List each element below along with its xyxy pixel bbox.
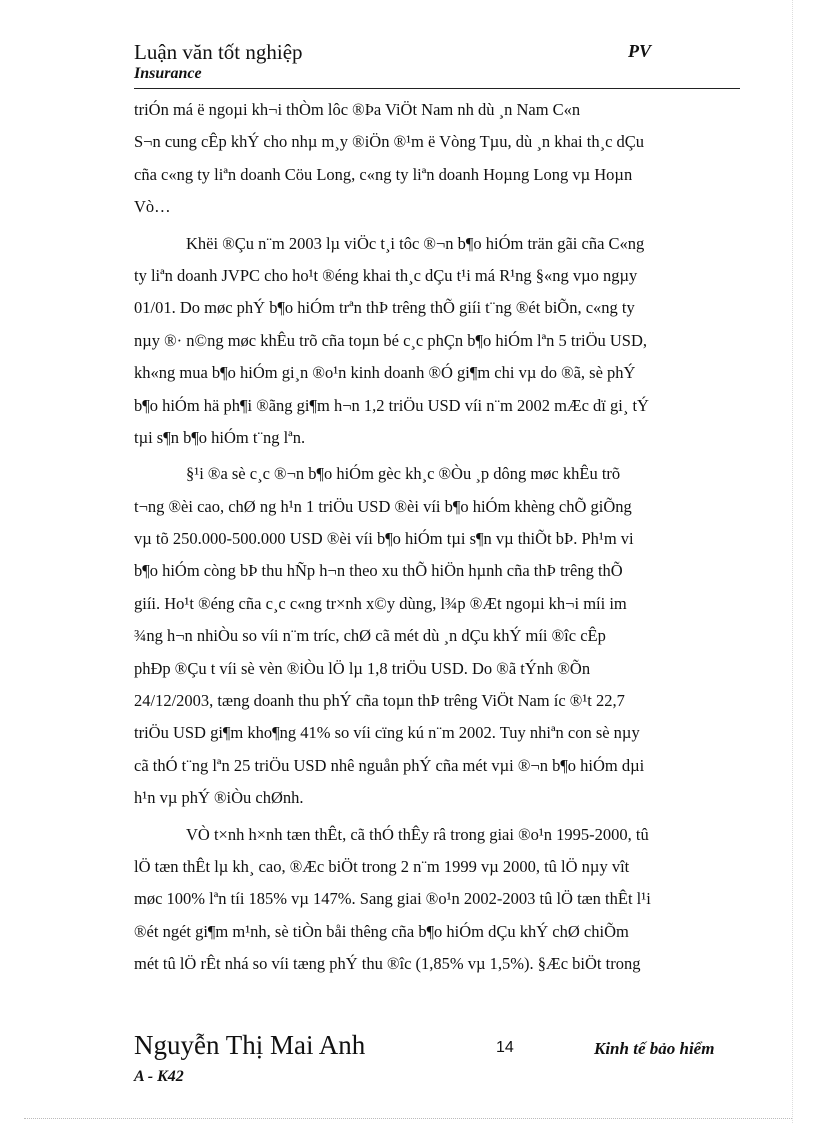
text-line: Vò… bbox=[134, 197, 171, 217]
text-line: vµ tõ 250.000-500.000 USD ®èi víi b¶o hiÓm tµi s¶n vµ thiÕt bÞ. Ph¹m vi bbox=[134, 529, 634, 549]
paragraph bbox=[134, 819, 740, 981]
text-line: ty liªn doanh JVPC cho ho¹t ®éng khai th¸c dÇu t¹i má R¹ng §«ng vµo ngµy bbox=[134, 265, 638, 285]
document-title: Luận văn tốt nghiệp bbox=[134, 40, 303, 64]
text-line: ®ét ngét gi¶m m¹nh, sè tiÒn båi thêng cña b¶o hiÓm dÇu khÝ chØ chiÕm bbox=[134, 921, 629, 941]
paragraph bbox=[134, 94, 740, 224]
body-text bbox=[134, 94, 740, 985]
text-line: nµy ®· n©ng møc khÊu trõ cña toµn bé c¸c phÇn b¶o hiÓm lªn 5 triÖu USD, bbox=[134, 330, 648, 350]
text-line: lÖ tæn thÊt lµ kh¸ cao, ®Æc biÖt trong 2 n¨m 1999 vµ 2000, tû lÖ nµy vît bbox=[134, 856, 630, 876]
text-line: 01/01. Do møc phÝ b¶o hiÓm trªn thÞ trêng thÕ giíi t¨ng ®ét biÕn, c«ng ty bbox=[134, 298, 635, 318]
paragraph bbox=[134, 228, 740, 455]
text-line: b¶o hiÓm còng bÞ thu hÑp h¬n theo xu thÕ hiÖn hµnh cña thÞ trêng thÕ bbox=[134, 561, 623, 581]
page-footer bbox=[134, 1030, 740, 1100]
page-right-edge bbox=[792, 0, 793, 1123]
text-line: triÖu USD gi¶m kho¶ng 41% so víi cïng kú n¨m 2002. Tuy nhiªn con sè nµy bbox=[134, 723, 640, 743]
author-name: Nguyễn Thị Mai Anh bbox=[134, 1030, 366, 1060]
text-line: triÓn má ë ngoµi kh¬i thÒm lôc ®Þa ViÖt Nam nh dù ¸n Nam C«n bbox=[134, 100, 581, 119]
text-line: §¹i ®a sè c¸c ®¬n b¶o hiÓm gèc kh¸c ®Òu ¸p dông møc khÊu trõ bbox=[186, 464, 621, 484]
page-header bbox=[134, 38, 740, 89]
text-line: S¬n cung cÊp khÝ cho nhµ m¸y ®iÖn ®¹m ë Vòng Tµu, dù ¸n khai th¸c dÇu bbox=[134, 132, 645, 152]
text-line: møc 100% lªn tíi 185% vµ 147%. Sang giai ®o¹n 2002-2003 tû lÖ tæn thÊt l¹i bbox=[134, 889, 651, 909]
text-line: kh«ng mua b¶o hiÓm gi¸n ®o¹n kinh doanh ®Ó gi¶m chi vµ do ®ã, sè phÝ bbox=[134, 363, 636, 383]
text-line: 24/12/2003, tæng doanh thu phÝ cña toµn thÞ trêng ViÖt Nam íc ®¹t 22,7 bbox=[134, 691, 625, 711]
header-right-label: PV bbox=[628, 41, 652, 61]
text-line: tµi s¶n b¶o hiÓm t¨ng lªn. bbox=[134, 427, 306, 447]
page-number: 14 bbox=[496, 1039, 514, 1056]
text-line: giíi. Ho¹t ®éng cña c¸c c«ng tr×nh x©y dùng, l¾p ®Æt ngoµi kh¬i míi im bbox=[134, 593, 627, 613]
text-line: phÐp ®Çu t víi sè vèn ®iÒu lÖ lµ 1,8 triÖu USD. Do ®ã tÝnh ®Õn bbox=[134, 658, 591, 678]
text-line: Khëi ®Çu n¨m 2003 lµ viÖc t¸i tôc ®¬n b¶o hiÓm trän gãi cña C«ng bbox=[186, 233, 645, 253]
text-line: b¶o hiÓm hä ph¶i ®ãng gi¶m h¬n 1,2 triÖu USD víi n¨m 2002 mÆc dï gi¸ tÝ bbox=[134, 395, 649, 415]
text-line: VÒ t×nh h×nh tæn thÊt, cã thÓ thÊy râ trong giai ®o¹n 1995-2000, tû bbox=[186, 824, 649, 844]
page-bottom-edge bbox=[24, 1118, 792, 1119]
text-line: t¬ng ®èi cao, chØ ng h¹n 1 triÖu USD ®èi víi b¶o hiÓm khèng chÕ giÕng bbox=[134, 496, 632, 516]
author-class: A - K42 bbox=[134, 1068, 184, 1085]
text-line: cña c«ng ty liªn doanh Cöu Long, c«ng ty liªn doanh Hoµng Long vµ Hoµn bbox=[134, 164, 633, 184]
subject-label: Kinh tế bảo hiểm bbox=[594, 1039, 715, 1058]
paragraph bbox=[134, 458, 740, 814]
document-subtitle: Insurance bbox=[134, 65, 202, 82]
text-line: cã thÓ t¨ng lªn 25 triÖu USD nhê nguån phÝ cña mét vµi ®¬n b¶o hiÓm dµi bbox=[134, 755, 645, 775]
text-line: ¾ng h¬n nhiÒu so víi n¨m tríc, chØ cã mét dù ¸n dÇu khÝ míi ®îc cÊp bbox=[134, 626, 606, 646]
text-line: h¹n vµ phÝ ®iÒu chØnh. bbox=[134, 788, 304, 808]
text-line: mét tû lÖ rÊt nhá so víi tæng phÝ thu ®îc (1,85% vµ 1,5%). §Æc biÖt trong bbox=[134, 954, 641, 974]
